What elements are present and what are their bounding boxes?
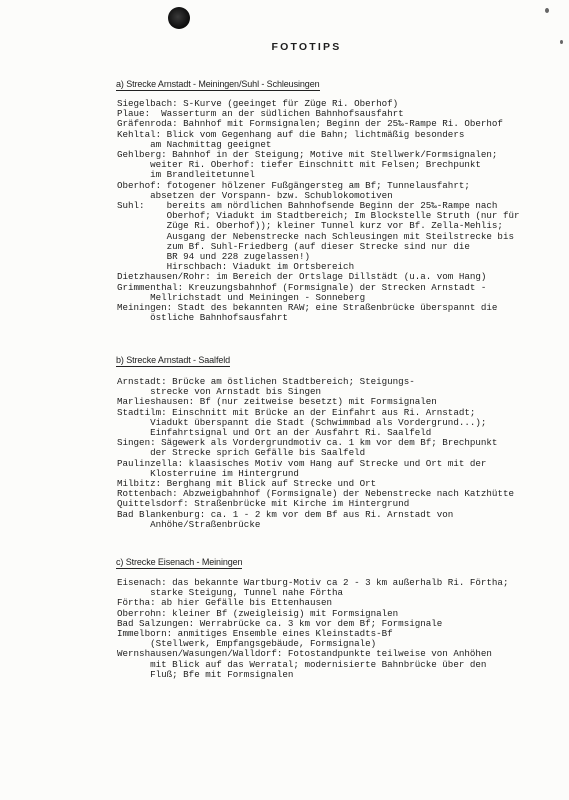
entry-line: Fluß; Bfe mit Formsignalen (117, 668, 294, 680)
entry-line: Milbitz: Berghang mit Blick auf Strecke und Ort (117, 478, 377, 490)
entry-line: Ausgang der Nebenstrecke nach Schleusingen mit Steilstrecke bis (117, 230, 514, 242)
entry-line: BR 94 und 228 zugelassen!) (117, 251, 310, 263)
entry-line: Eisenach: das bekannte Wartburg-Motiv ca 2 - 3 km außerhalb Ri. Förtha; (117, 577, 509, 588)
entry-line: Anhöhe/Straßenbrücke (117, 518, 261, 530)
entry-line: Plaue: Wasserturm an der südlichen Bahnhofsausfahrt (117, 108, 404, 120)
entry-line: Klosterruine im Hintergrund (117, 467, 299, 479)
entry-line: Oberhof; Viadukt im Stadtbereich; Im Blockstelle Struth (nur für (117, 210, 520, 222)
entry-line: weiter Ri. Oberhof: tiefer Einschnitt mit Felsen; Brechpunkt (117, 159, 481, 171)
entry-line: am Nachmittag geeignet (117, 138, 272, 150)
entry-line: Paulinzella: klaasisches Motiv vom Hang auf Strecke und Ort mit der (117, 457, 487, 469)
entry-line: Gehlberg: Bahnhof in der Steigung; Motive mit Stellwerk/Formsignalen; (117, 149, 498, 161)
entry-line: Züge Ri. Oberhof)); kleiner Tunnel kurz vor Bf. Zella-Mehlis; (117, 220, 503, 232)
entry-line: Gräfenroda: Bahnhof mit Formsignalen; Beginn der 25‰-Rampe Ri. Oberhof (117, 118, 503, 130)
entry-line: Mellrichstadt und Meiningen - Sonneberg (117, 291, 366, 303)
entry-line: (Stellwerk, Empfangsgebäude, Formsignale) (117, 638, 377, 650)
section-a-entries (117, 99, 519, 323)
paper-speck (545, 8, 549, 13)
entry-line: Kehltal: Blick vom Gegenhang auf die Bahn; lichtmäßig besonders (117, 128, 465, 140)
entry-line: im Brandleitetunnel (117, 169, 255, 181)
entry-line: Arnstadt: Brücke am östlichen Stadtbereich; Steigungs- (117, 376, 415, 387)
entry-line: Meiningen: Stadt des bekannten RAW; eine Straßenbrücke überspannt die (117, 302, 498, 314)
entry-line: der Strecke sprich Gefälle bis Saalfeld (117, 447, 366, 459)
entry-line: Oberrohn: kleiner Bf (zweigleisig) mit Formsignalen (117, 607, 399, 619)
entry-line: strecke von Arnstadt bis Singen (117, 386, 321, 398)
punch-hole (168, 7, 190, 29)
entry-line: zum Bf. Suhl-Friedberg (auf dieser Strecke sind nur die (117, 240, 470, 252)
entry-line: Quittelsdorf: Straßenbrücke mit Kirche im Hintergrund (117, 498, 410, 510)
entry-line: Suhl: bereits am nördlichen Bahnhofsende Beginn der 25‰-Rampe nach (117, 200, 498, 212)
entry-line: Siegelbach: S-Kurve (geeinget für Züge Ri. Oberhof) (117, 98, 399, 109)
entry-line: Bad Salzungen: Werrabrücke ca. 3 km vor dem Bf; Formsignale (117, 617, 443, 629)
entry-line: Hirschbach: Viadukt im Ortsbereich (117, 261, 355, 273)
entry-line: Dietzhausen/Rohr: im Bereich der Ortslage Dillstädt (u.a. vom Hang) (117, 271, 487, 283)
entry-line: starke Steigung, Tunnel nahe Förtha (117, 587, 344, 599)
entry-line: östliche Bahnhofsausfahrt (117, 312, 288, 324)
section-c-entries (117, 578, 508, 680)
entry-line: Marlieshausen: Bf (nur zeitweise besetzt) mit Formsignalen (117, 396, 437, 408)
entry-line: Wernshausen/Wasungen/Walldorf: Fotostandpunkte teilweise von Anhöhen (117, 648, 492, 660)
entry-line: Viadukt überspannt die Stadt (Schwimmbad als Vordergrund...); (117, 416, 487, 428)
entry-line: Oberhof: fotogener hölzener Fußgängersteg am Bf; Tunnelausfahrt; (117, 179, 470, 191)
section-a-heading: a) Strecke Arnstadt - Meiningen/Suhl - Schleusingen (116, 79, 320, 89)
section-b-entries (117, 377, 514, 530)
page-title: FOTOTIPS (271, 41, 342, 53)
entry-line: Einfahrtsignal und Ort an der Ausfahrt Ri. Saalfeld (117, 427, 432, 439)
entry-line: Förtha: ab hier Gefälle bis Ettenhausen (117, 597, 333, 609)
section-c-heading: c) Strecke Eisenach - Meiningen (116, 557, 243, 567)
entry-line: Grimmenthal: Kreuzungsbahnhof (Formsignale) der Strecken Arnstadt - (117, 281, 487, 293)
section-b-heading: b) Strecke Arnstadt - Saalfeld (116, 355, 231, 365)
entry-line: absetzen der Vorspann- bzw. Schublokomotiven (117, 189, 393, 201)
entry-line: Singen: Sägewerk als Vordergrundmotiv ca. 1 km vor dem Bf; Brechpunkt (117, 437, 498, 449)
entry-line: Immelborn: anmitiges Ensemble eines Kleinstadts-Bf (117, 628, 393, 640)
entry-line: Bad Blankenburg: ca. 1 - 2 km vor dem Bf aus Ri. Arnstadt von (117, 508, 454, 520)
entry-line: mit Blick auf das Werratal; modernisierte Bahnbrücke über den (117, 658, 487, 670)
entry-line: Stadtilm: Einschnitt mit Brücke an der Einfahrt aus Ri. Arnstadt; (117, 406, 476, 418)
entry-line: Rottenbach: Abzweigbahnhof (Formsignale) der Nebenstrecke nach Katzhütte (117, 488, 514, 500)
